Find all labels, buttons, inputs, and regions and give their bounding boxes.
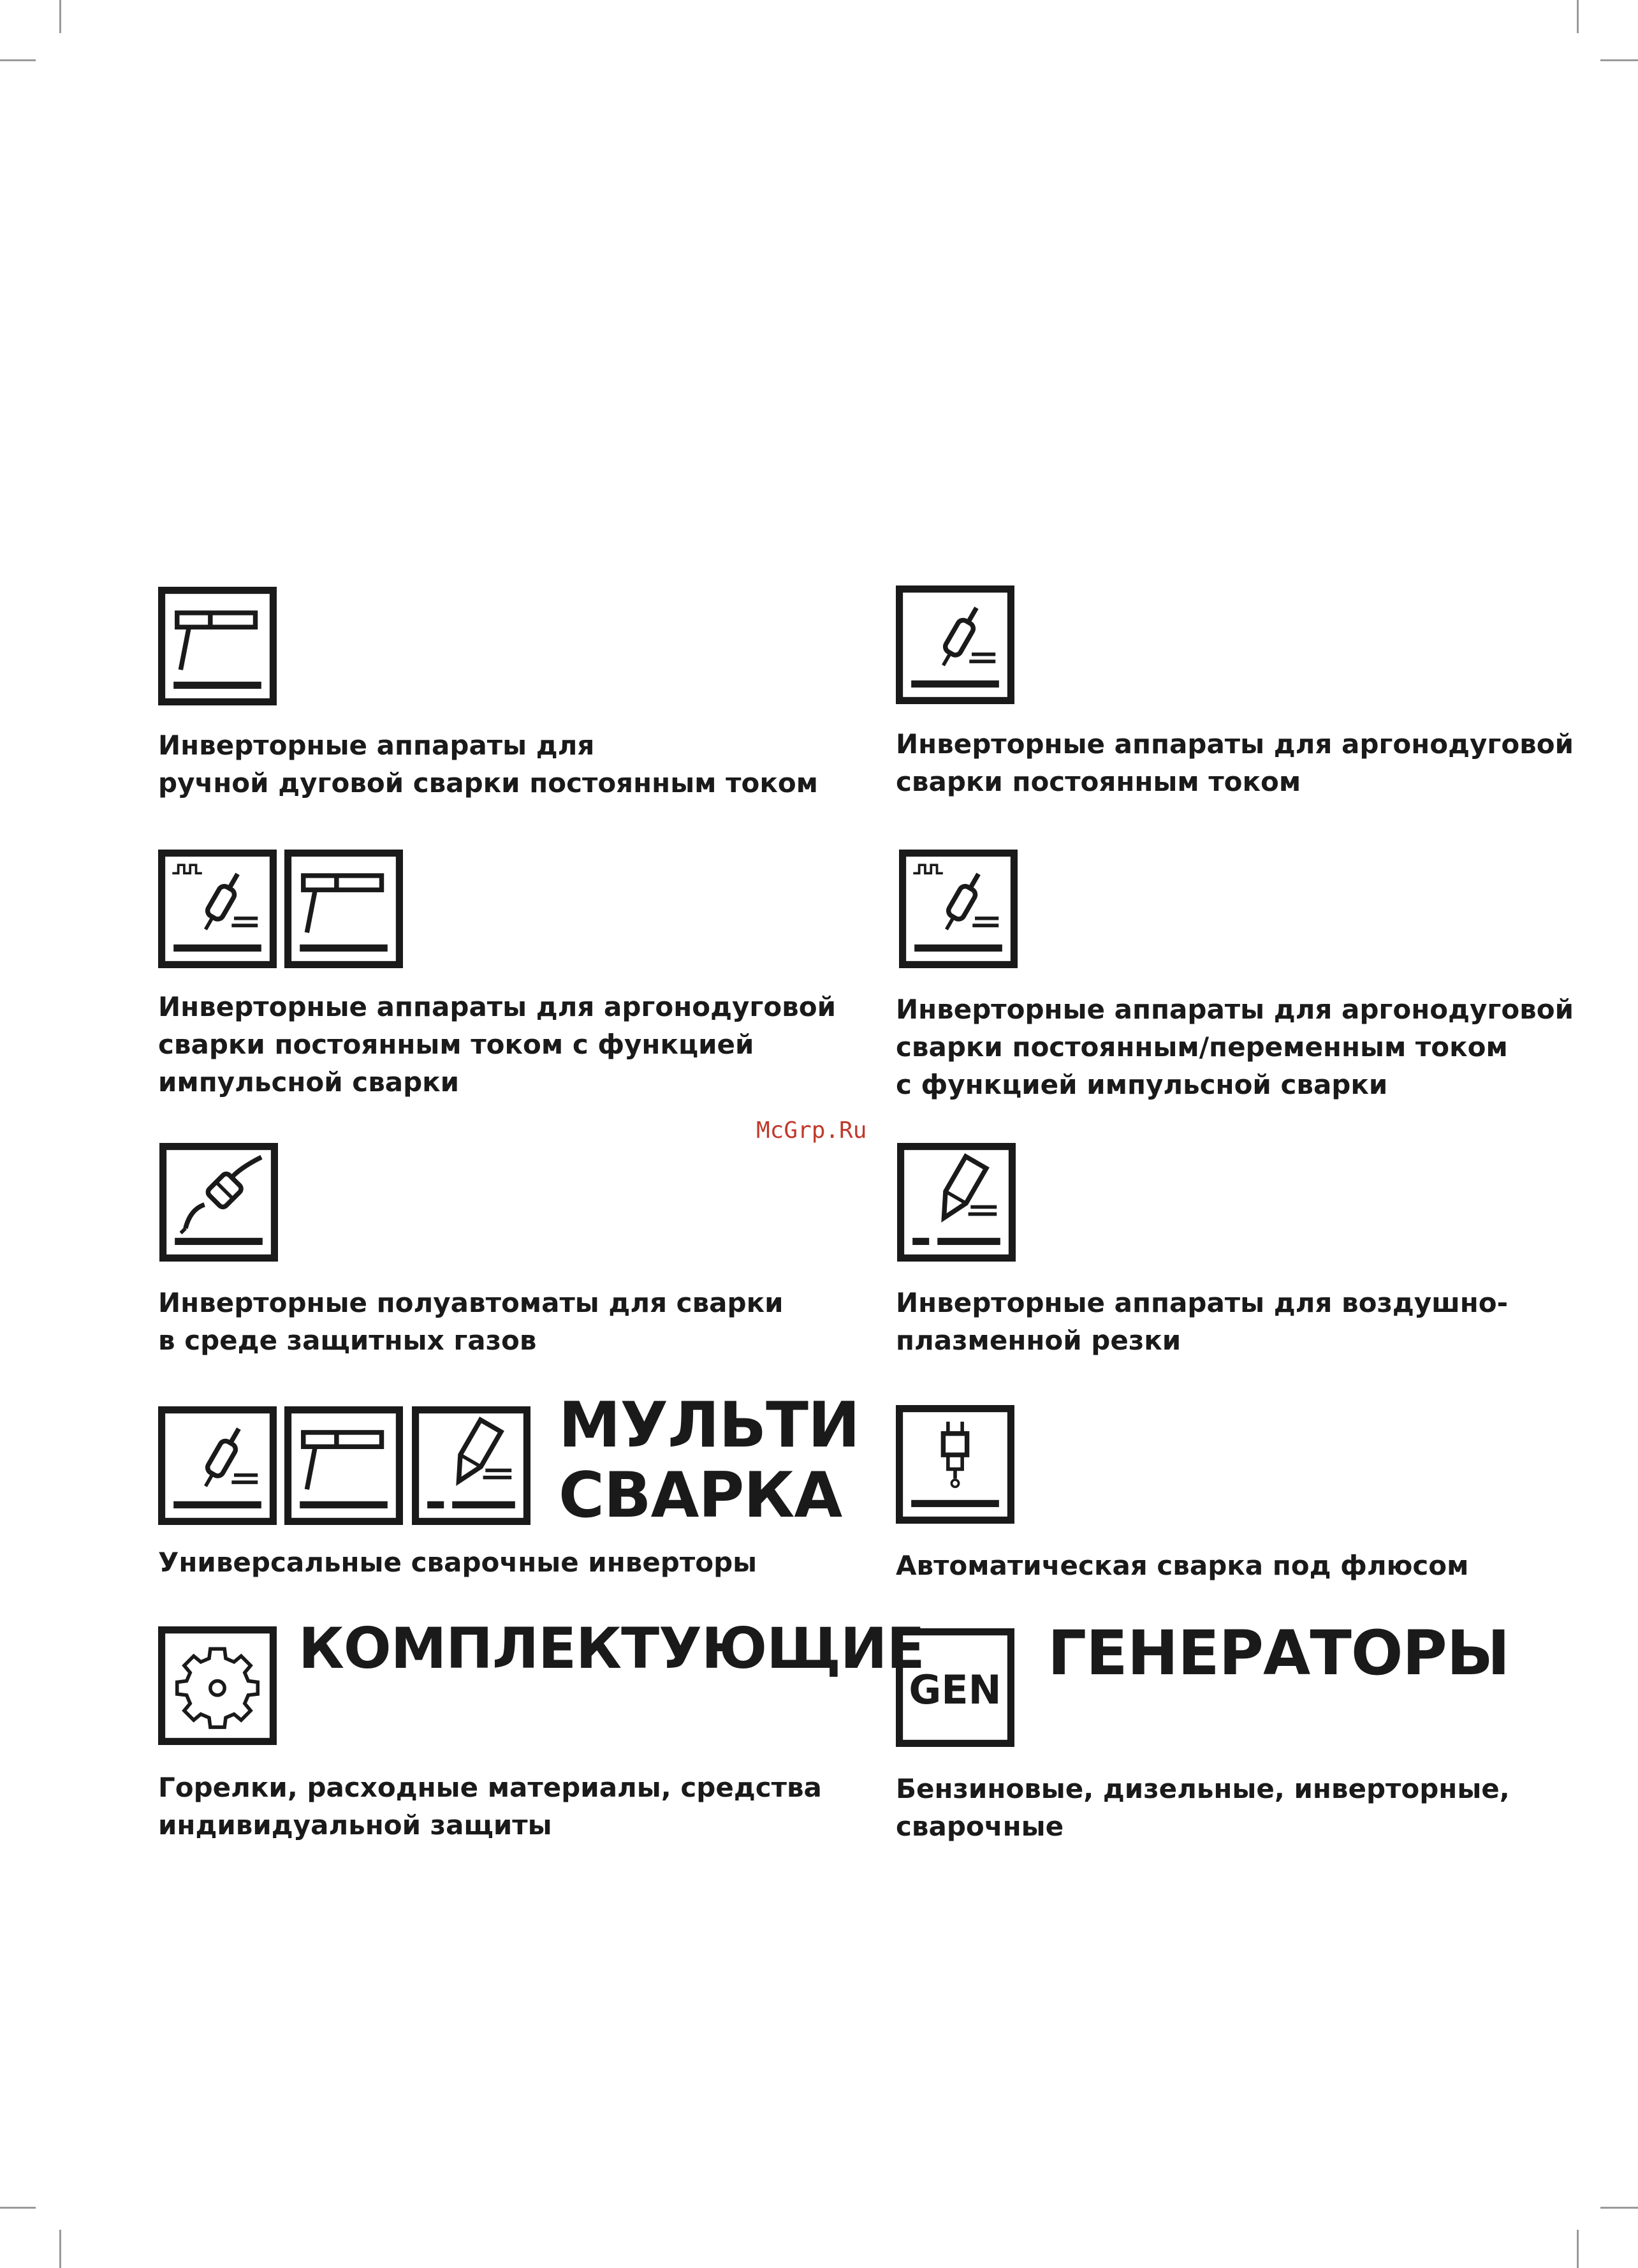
crop-mark [1600, 2207, 1638, 2209]
plasma-torch-icon [412, 1406, 530, 1525]
crop-mark [59, 0, 61, 33]
mig-gun-icon [159, 1143, 278, 1262]
category-caption-parts: Горелки, расходные материалы, средства индивидуальной защиты [158, 1772, 822, 1841]
tig-torch-icon [896, 585, 1014, 704]
gear-icon [158, 1626, 277, 1745]
category-caption-multi: Универсальные сварочные инверторы [158, 1547, 757, 1578]
mma-electrode-icon [284, 1406, 403, 1525]
watermark: McGrp.Ru [756, 1117, 867, 1144]
category-caption-generators: Бензиновые, дизельные, инверторные, сварочные [896, 1773, 1510, 1842]
category-caption-saw: Автоматическая сварка под флюсом [896, 1550, 1469, 1581]
generator-icon-label: GEN [909, 1667, 1002, 1713]
category-caption-mig: Инверторные полуавтоматы для сварки в среде защитных газов [158, 1287, 784, 1356]
tig-pulse-icon [899, 850, 1018, 968]
plasma-torch-icon [897, 1143, 1016, 1262]
crop-mark [0, 2207, 36, 2209]
mma-electrode-icon [158, 587, 277, 705]
category-caption-mma: Инверторные аппараты для ручной дуговой сварки постоянным током [158, 730, 819, 799]
crop-mark [1577, 2230, 1579, 2268]
crop-mark [1577, 0, 1579, 33]
crop-mark [1600, 59, 1638, 61]
multi-title: МУЛЬТИ СВАРКА [559, 1389, 860, 1532]
submerged-arc-icon [896, 1405, 1014, 1524]
crop-mark [0, 59, 36, 61]
category-caption-plasma: Инверторные аппараты для воздушно- плазменной резки [896, 1287, 1509, 1356]
category-caption-tig-pulse: Инверторные аппараты для аргонодуговой сварки постоянным током с функцией импульсной сварки [158, 991, 837, 1098]
tig-torch-icon [158, 1406, 277, 1525]
tig-pulse-icon [158, 850, 277, 968]
generator-icon [896, 1628, 1014, 1747]
category-caption-tig-acdc: Инверторные аппараты для аргонодуговой сварки постоянным/переменным током с функцией импульсной сварки [896, 994, 1574, 1100]
parts-title: КОМПЛЕКТУЮЩИЕ [298, 1616, 925, 1681]
category-caption-tig-dc: Инверторные аппараты для аргонодуговой сварки постоянным током [896, 728, 1574, 797]
mma-electrode-icon [284, 850, 403, 968]
crop-mark [59, 2230, 61, 2268]
generators-title: ГЕНЕРАТОРЫ [1048, 1617, 1510, 1689]
